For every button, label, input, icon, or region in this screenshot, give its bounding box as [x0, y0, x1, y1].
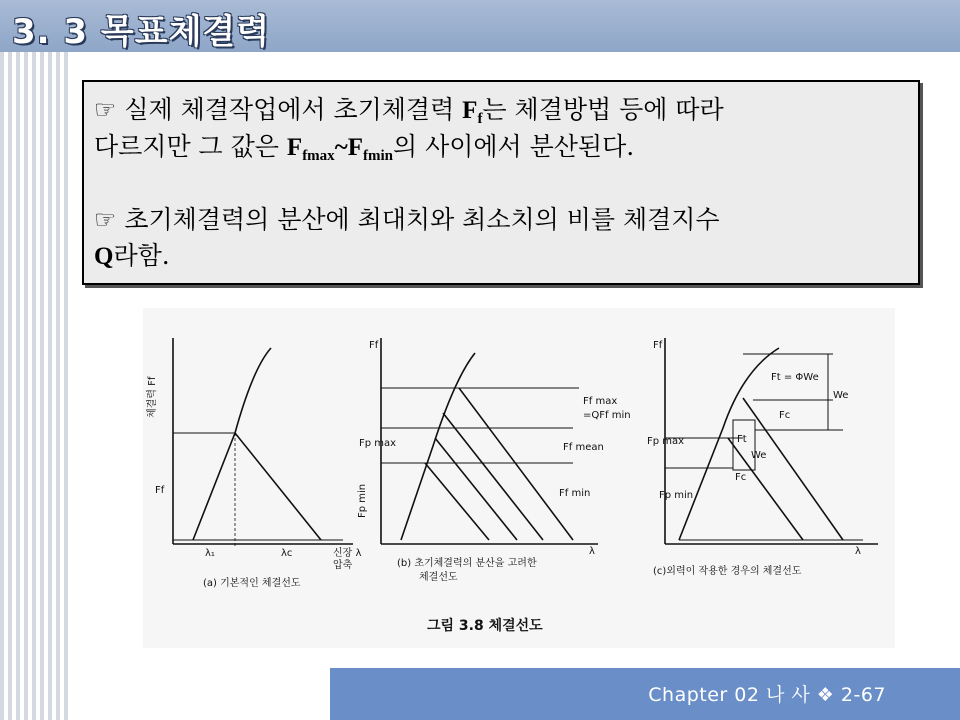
panel-b-fpmin: Fp min [357, 483, 368, 518]
bullet-1-sym-f3: F [347, 134, 363, 161]
panel-b-y-label: Ff [369, 340, 379, 351]
panel-b-fpmax: Fp max [359, 438, 397, 449]
figure-caption: 그림 3.8 체결선도 [427, 618, 543, 634]
panel-c-caption: (c)외력이 작용한 경우의 체결선도 [653, 566, 802, 577]
panel-a-right-label-1: 신장 λ [333, 548, 362, 559]
panel-c-fc2: Fc [735, 472, 747, 483]
bullet-1-sub-fmax: fmax [302, 148, 335, 164]
panel-a-ff-label: Ff [155, 485, 165, 496]
fastening-diagram-svg [143, 308, 895, 648]
bullet-1-sym-f2: F [286, 134, 303, 161]
panel-c-we2: We [751, 450, 767, 461]
slide-title: 3. 3 목표체결력 [12, 12, 271, 52]
panel-a-ylabel: 체결력 Ff [147, 376, 158, 418]
panel-b-ffmax: Ff max [583, 396, 618, 407]
panel-c-we: We [833, 390, 849, 401]
content-box [82, 80, 920, 285]
bullet-2-text-b: 라함. [113, 241, 170, 270]
panel-a-x1-label: λ₁ [205, 548, 215, 559]
bullet-1-text-a: 실제 체결작업에서 초기체결력 [124, 95, 463, 124]
panel-c-ft-box [733, 420, 755, 470]
panel-b-caption-2: 체결선도 [419, 572, 458, 583]
bullet-1-sub-fmin: fmin [362, 148, 393, 164]
panel-c-fpmin: Fp min [659, 490, 694, 501]
panel-b-lambda: λ [589, 546, 595, 557]
panel-b-q-eq: =QFf min [583, 410, 631, 421]
panel-b-ffmin: Ff min [559, 488, 591, 499]
panel-b-member-line-1 [459, 388, 573, 540]
panel-a-caption: (a) 기본적인 체결선도 [203, 578, 301, 589]
panel-b-caption-1: (b) 초기체결력의 분산을 고려한 [397, 558, 537, 569]
bullet-1-sub-f: f [477, 111, 483, 127]
pointing-hand-icon: ☞ [94, 205, 117, 234]
left-stripe-decoration [0, 0, 72, 720]
panel-a-x2-label: λc [281, 548, 293, 559]
pointing-hand-icon: ☞ [94, 95, 117, 124]
panel-b-ffmean: Ff mean [563, 442, 604, 453]
bullet-2-sym-q: Q [94, 243, 114, 270]
title-bar [0, 0, 960, 52]
bullet-1-text-d: 의 사이에서 분산된다. [392, 132, 635, 161]
panel-c-ft: Ft [737, 434, 747, 445]
footer-left-blank [72, 668, 330, 720]
panel-c-lambda: λ [855, 546, 861, 557]
fastening-diagram-figure [143, 308, 895, 648]
footer-text [648, 680, 886, 707]
panel-c-ft-eq: Ft = ΦWe [771, 372, 819, 383]
footer-bar [330, 668, 960, 720]
panel-a-member-line [235, 433, 321, 540]
bullet-1-text-c: 다르지만 그 값은 [94, 132, 287, 161]
panel-c-fpmax: Fp max [647, 436, 685, 447]
panel-a-right-label-2: 압축 [333, 560, 353, 571]
panel-a-bolt-line [193, 348, 271, 540]
bullet-1 [94, 92, 908, 166]
panel-b-bolt-line [401, 353, 475, 540]
footer-chapter: Chapter 02 나 사 [648, 684, 811, 706]
bullet-1-tilde: ~ [334, 134, 348, 161]
panel-c-fc: Fc [779, 410, 791, 421]
bullet-2 [94, 202, 908, 275]
bullet-1-text-b: 는 체결방법 등에 따라 [482, 95, 724, 124]
bullet-1-sym-f: F [462, 97, 478, 124]
panel-c-bolt-line [679, 348, 779, 540]
panel-c-y-label: Ff [653, 340, 663, 351]
footer-page: 2-67 [840, 684, 886, 706]
panel-b-member-line-4 [425, 463, 489, 540]
bullet-2-text-a: 초기체결력의 분산에 최대치와 최소치의 비를 체결지수 [124, 205, 720, 234]
diamond-bullet-icon: ❖ [816, 684, 835, 706]
